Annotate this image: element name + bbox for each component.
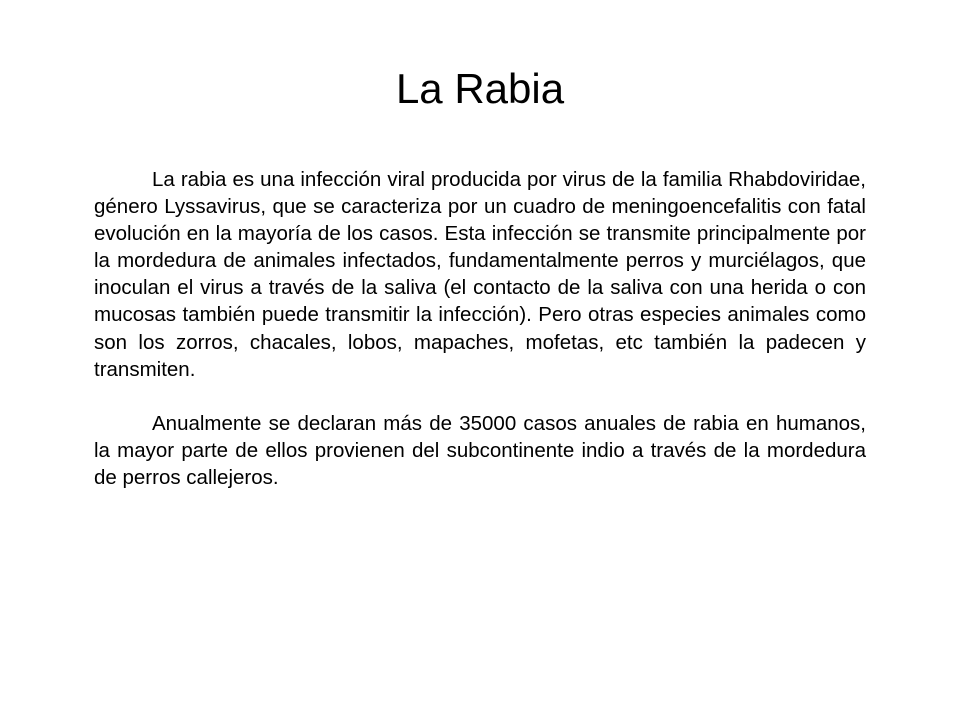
body-paragraph-2: Anualmente se declaran más de 35000 casos anuales de rabia en humanos, la mayor parte de ellos provienen del subcontinente indio a través de la mordedura de perros callejeros.: [94, 411, 866, 489]
body-paragraph-1: La rabia es una infección viral producida por virus de la familia Rhabdoviridae, género Lyssavirus, que se caracteriza por un cuadro de meningoencefalitis con fatal evolución en la mayoría de los casos. Esta infección se transmite principalmente por la mordedura de animales infectados, fundamentalmente perros y murciélagos, que inoculan el virus a través de la saliva (el contacto de la saliva con una herida o con mucosas también puede transmitir la infección). Pero otras especies animales como son los zorros, chacales, lobos, mapaches, mofetas, etc también la padecen y transmiten.: [94, 168, 866, 381]
slide-body: [94, 166, 866, 491]
slide-title: La Rabia: [395, 65, 565, 112]
